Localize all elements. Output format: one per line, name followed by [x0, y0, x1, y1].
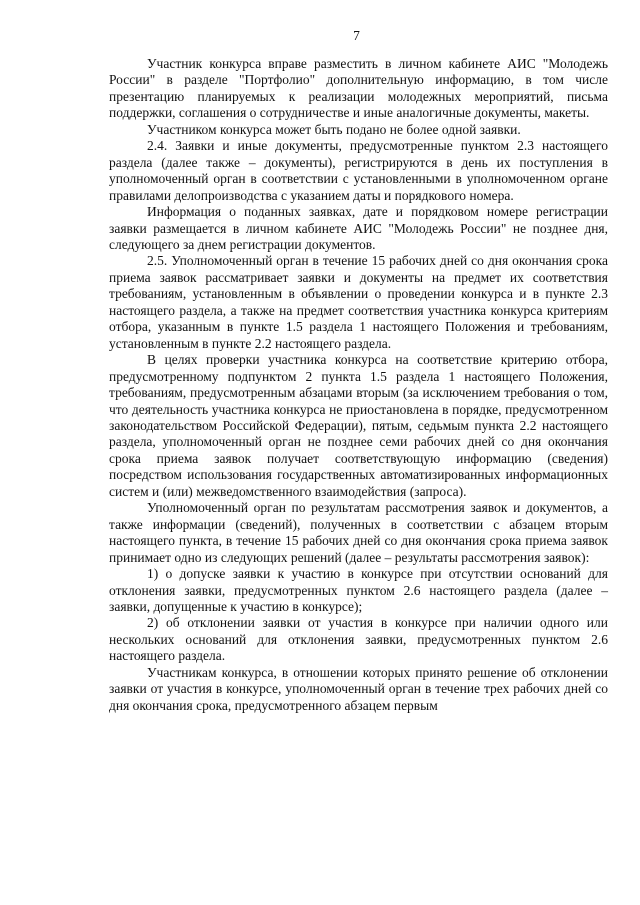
paragraph: 2.4. Заявки и иные документы, предусмотренные пунктом 2.3 настоящего раздела (далее также – документы), регистрируются в день их поступления в уполномоченный орган в соответствии с установленными в уполномоченном органе правилами делопроизводства с указанием даты и порядкового номера. — [109, 138, 608, 203]
paragraph: Уполномоченный орган по результатам рассмотрения заявок и документов, а также информации (сведений), полученных в соответствии с абзацем вторым настоящего пункта, в течение 15 рабочих дней со дня окончания срока приема заявок принимает одно из следующих решений (далее – результаты рассмотрения заявок): — [109, 500, 608, 565]
paragraph: 2) об отклонении заявки от участия в конкурсе при наличии одного или нескольких оснований для отклонения заявки, предусмотренных пунктом 2.6 настоящего раздела. — [109, 615, 608, 664]
paragraph: 2.5. Уполномоченный орган в течение 15 рабочих дней со дня окончания срока приема заявок рассматривает заявки и документы на предмет их соответствия требованиям, установленным в объявлении о проведении конкурса и в пункте 2.3 настоящего раздела, а также на предмет соответствия участника конкурса критериям отбора, указанным в пункте 1.5 раздела 1 настоящего Положения и требованиям, установленным в пункте 2.2 настоящего раздела. — [109, 253, 608, 351]
page-number: 7 — [353, 28, 360, 43]
paragraph: 1) о допуске заявки к участию в конкурсе при отсутствии оснований для отклонения заявки, предусмотренных пунктом 2.6 настоящего раздела (далее – заявки, допущенные к участию в конкурсе); — [109, 566, 608, 614]
document-body — [109, 56, 608, 714]
paragraph: Участник конкурса вправе разместить в личном кабинете АИС "Молодежь России" в разделе "Портфолио" дополнительную информацию, в том числе презентацию планируемых к реализации молодежных мероприятий, письма поддержки, соглашения о сотрудничестве и иные аналогичные документы, макеты. — [109, 56, 608, 121]
paragraph: Участникам конкурса, в отношении которых принято решение об отклонении заявки от участия в конкурсе, уполномоченный орган в течение трех рабочих дней со дня окончания срока, предусмотренного абзацем первым — [109, 664, 608, 713]
paragraph: В целях проверки участника конкурса на соответствие критерию отбора, предусмотренному подпунктом 2 пункта 1.5 раздела 1 настоящего Положения, требованиям, предусмотренным абзацами вторым (за исключением требования о том, что деятельность участника конкурса не приостановлена в порядке, предусмотренном законодательством Российской Федерации), пятым, седьмым пункта 2.2 настоящего раздела, уполномоченный орган не позднее семи рабочих дней со дня окончания срока приема заявок получает соответствующую информацию (сведения) посредством использования государственных автоматизированных информационных систем и (или) межведомственного взаимодействия (запроса). — [109, 352, 608, 499]
paragraph: Участником конкурса может быть подано не более одной заявки. — [147, 121, 521, 137]
paragraph: Информация о поданных заявках, дате и порядковом номере регистрации заявки размещается в личном кабинете АИС "Молодежь России" не позднее дня, следующего за днем регистрации документов. — [109, 204, 608, 252]
